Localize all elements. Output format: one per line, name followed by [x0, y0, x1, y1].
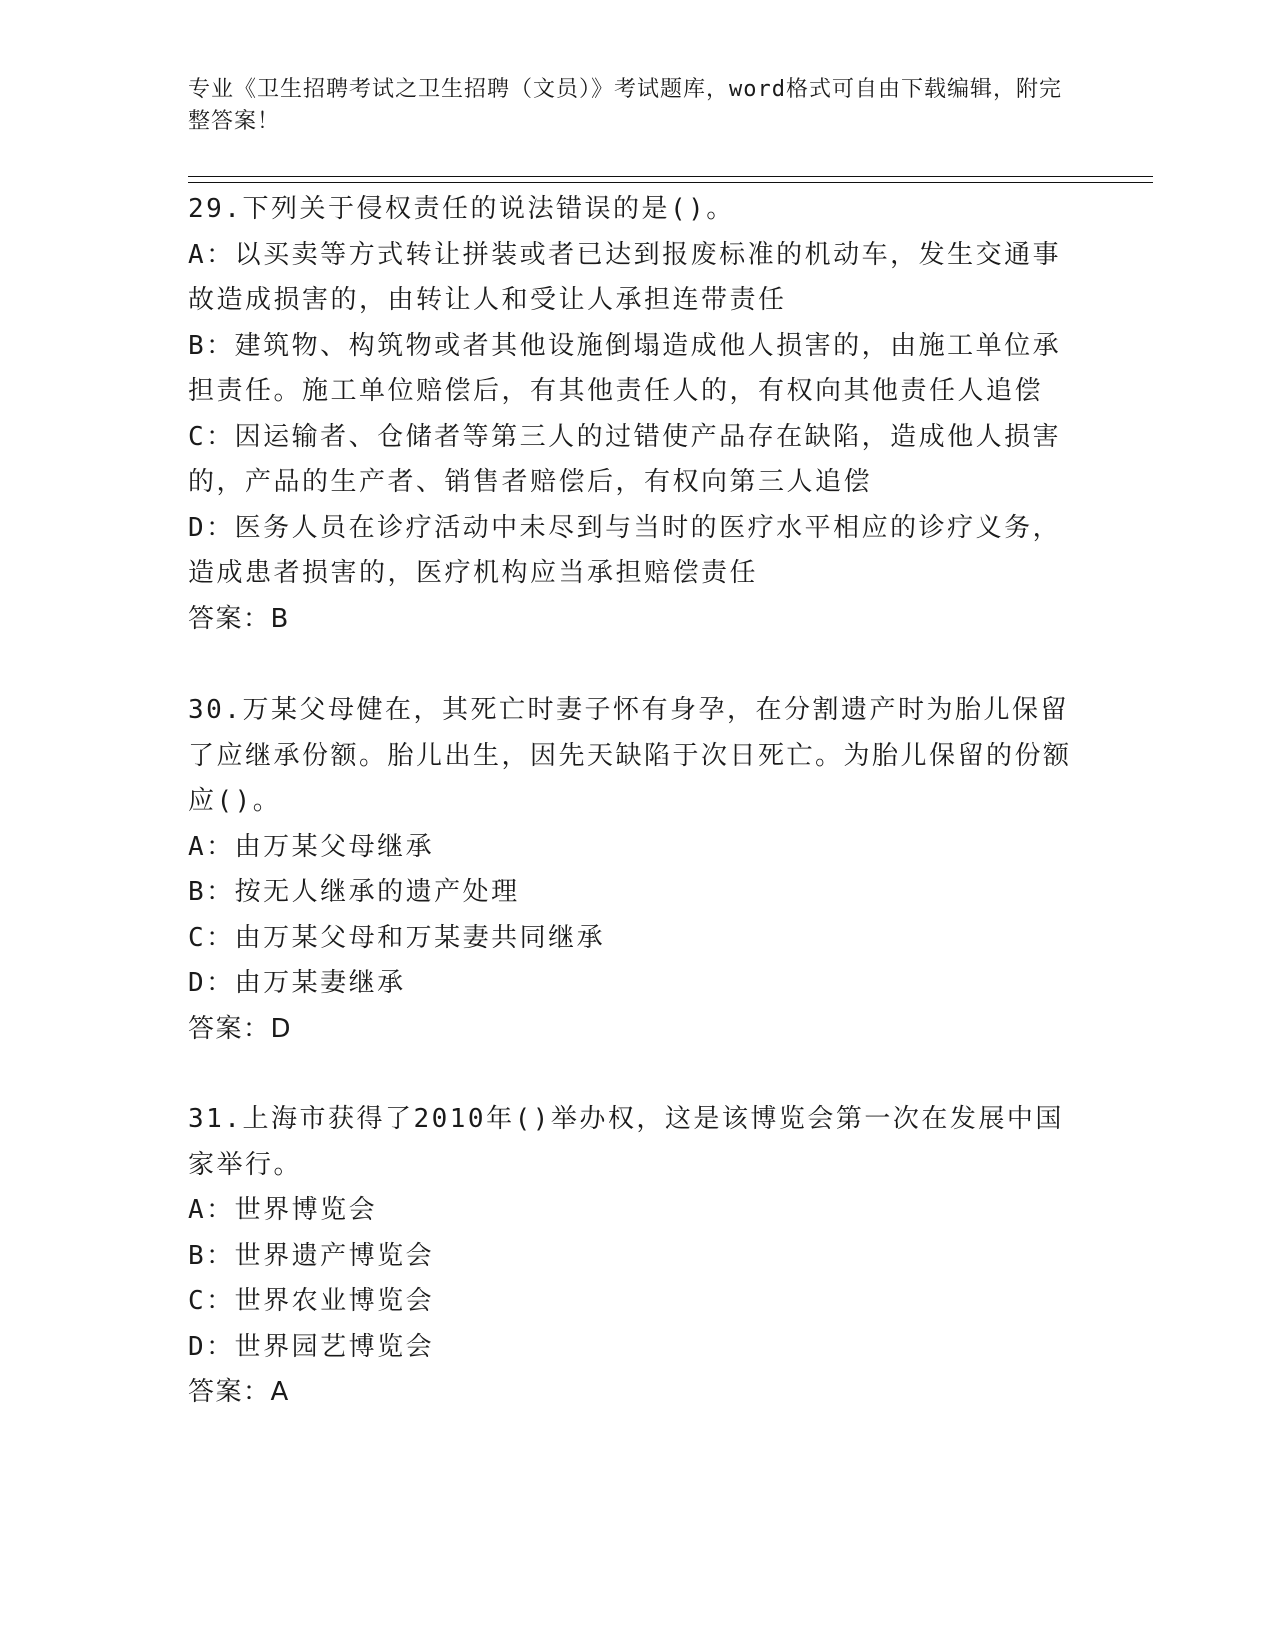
option-a: A：世界博览会 [188, 1195, 378, 1225]
answer-line: 答案：B [188, 603, 290, 634]
option-c: C：世界农业博览会 [188, 1286, 435, 1316]
answer-line: 答案：D [188, 1013, 293, 1044]
question-30 [188, 688, 1088, 1052]
option-c: C：由万某父母和万某妻共同继承 [188, 922, 606, 953]
option-b: B：建筑物、构筑物或者其他设施倒塌造成他人损害的，由施工单位承担责任。施工单位赔偿后，有其他责任人的，有权向其他责任人追偿 [188, 330, 1062, 406]
option-b: B：按无人继承的遗产处理 [188, 877, 520, 907]
header-divider-line-second [188, 182, 1153, 183]
option-b: B：世界遗产博览会 [188, 1240, 435, 1271]
option-a: A：由万某父母继承 [188, 831, 435, 862]
header-divider-line [188, 176, 1153, 177]
question-stem: 30.万某父母健在，其死亡时妻子怀有身孕，在分割遗产时为胎儿保留了应继承份额。胎儿出生，因先天缺陷于次日死亡。为胎儿保留的份额应()。 [188, 695, 1072, 816]
question-stem: 29.下列关于侵权责任的说法错误的是()。 [188, 194, 735, 224]
option-d: D：由万某妻继承 [188, 968, 406, 998]
question-29 [188, 187, 1088, 642]
option-a: A：以买卖等方式转让拼装或者已达到报废标准的机动车，发生交通事故造成损害的，由转让人和受让人承担连带责任 [188, 239, 1062, 315]
answer-line: 答案：A [188, 1377, 290, 1407]
question-stem: 31.上海市获得了2010年()举办权，这是该博览会第一次在发展中国家举行。 [188, 1104, 1064, 1180]
question-31 [188, 1097, 1088, 1416]
option-d: D：世界园艺博览会 [188, 1331, 435, 1362]
option-d: D：医务人员在诊疗活动中未尽到与当时的医疗水平相应的诊疗义务，造成患者损害的，医疗机构应当承担赔偿责任 [188, 512, 1062, 588]
option-c: C：因运输者、仓储者等第三人的过错使产品存在缺陷，造成他人损害的，产品的生产者、销售者赔偿后，有权向第三人追偿 [188, 421, 1062, 497]
document-header: 专业《卫生招聘考试之卫生招聘（文员）》考试题库，word格式可自由下载编辑，附完整答案！ [188, 77, 1062, 134]
